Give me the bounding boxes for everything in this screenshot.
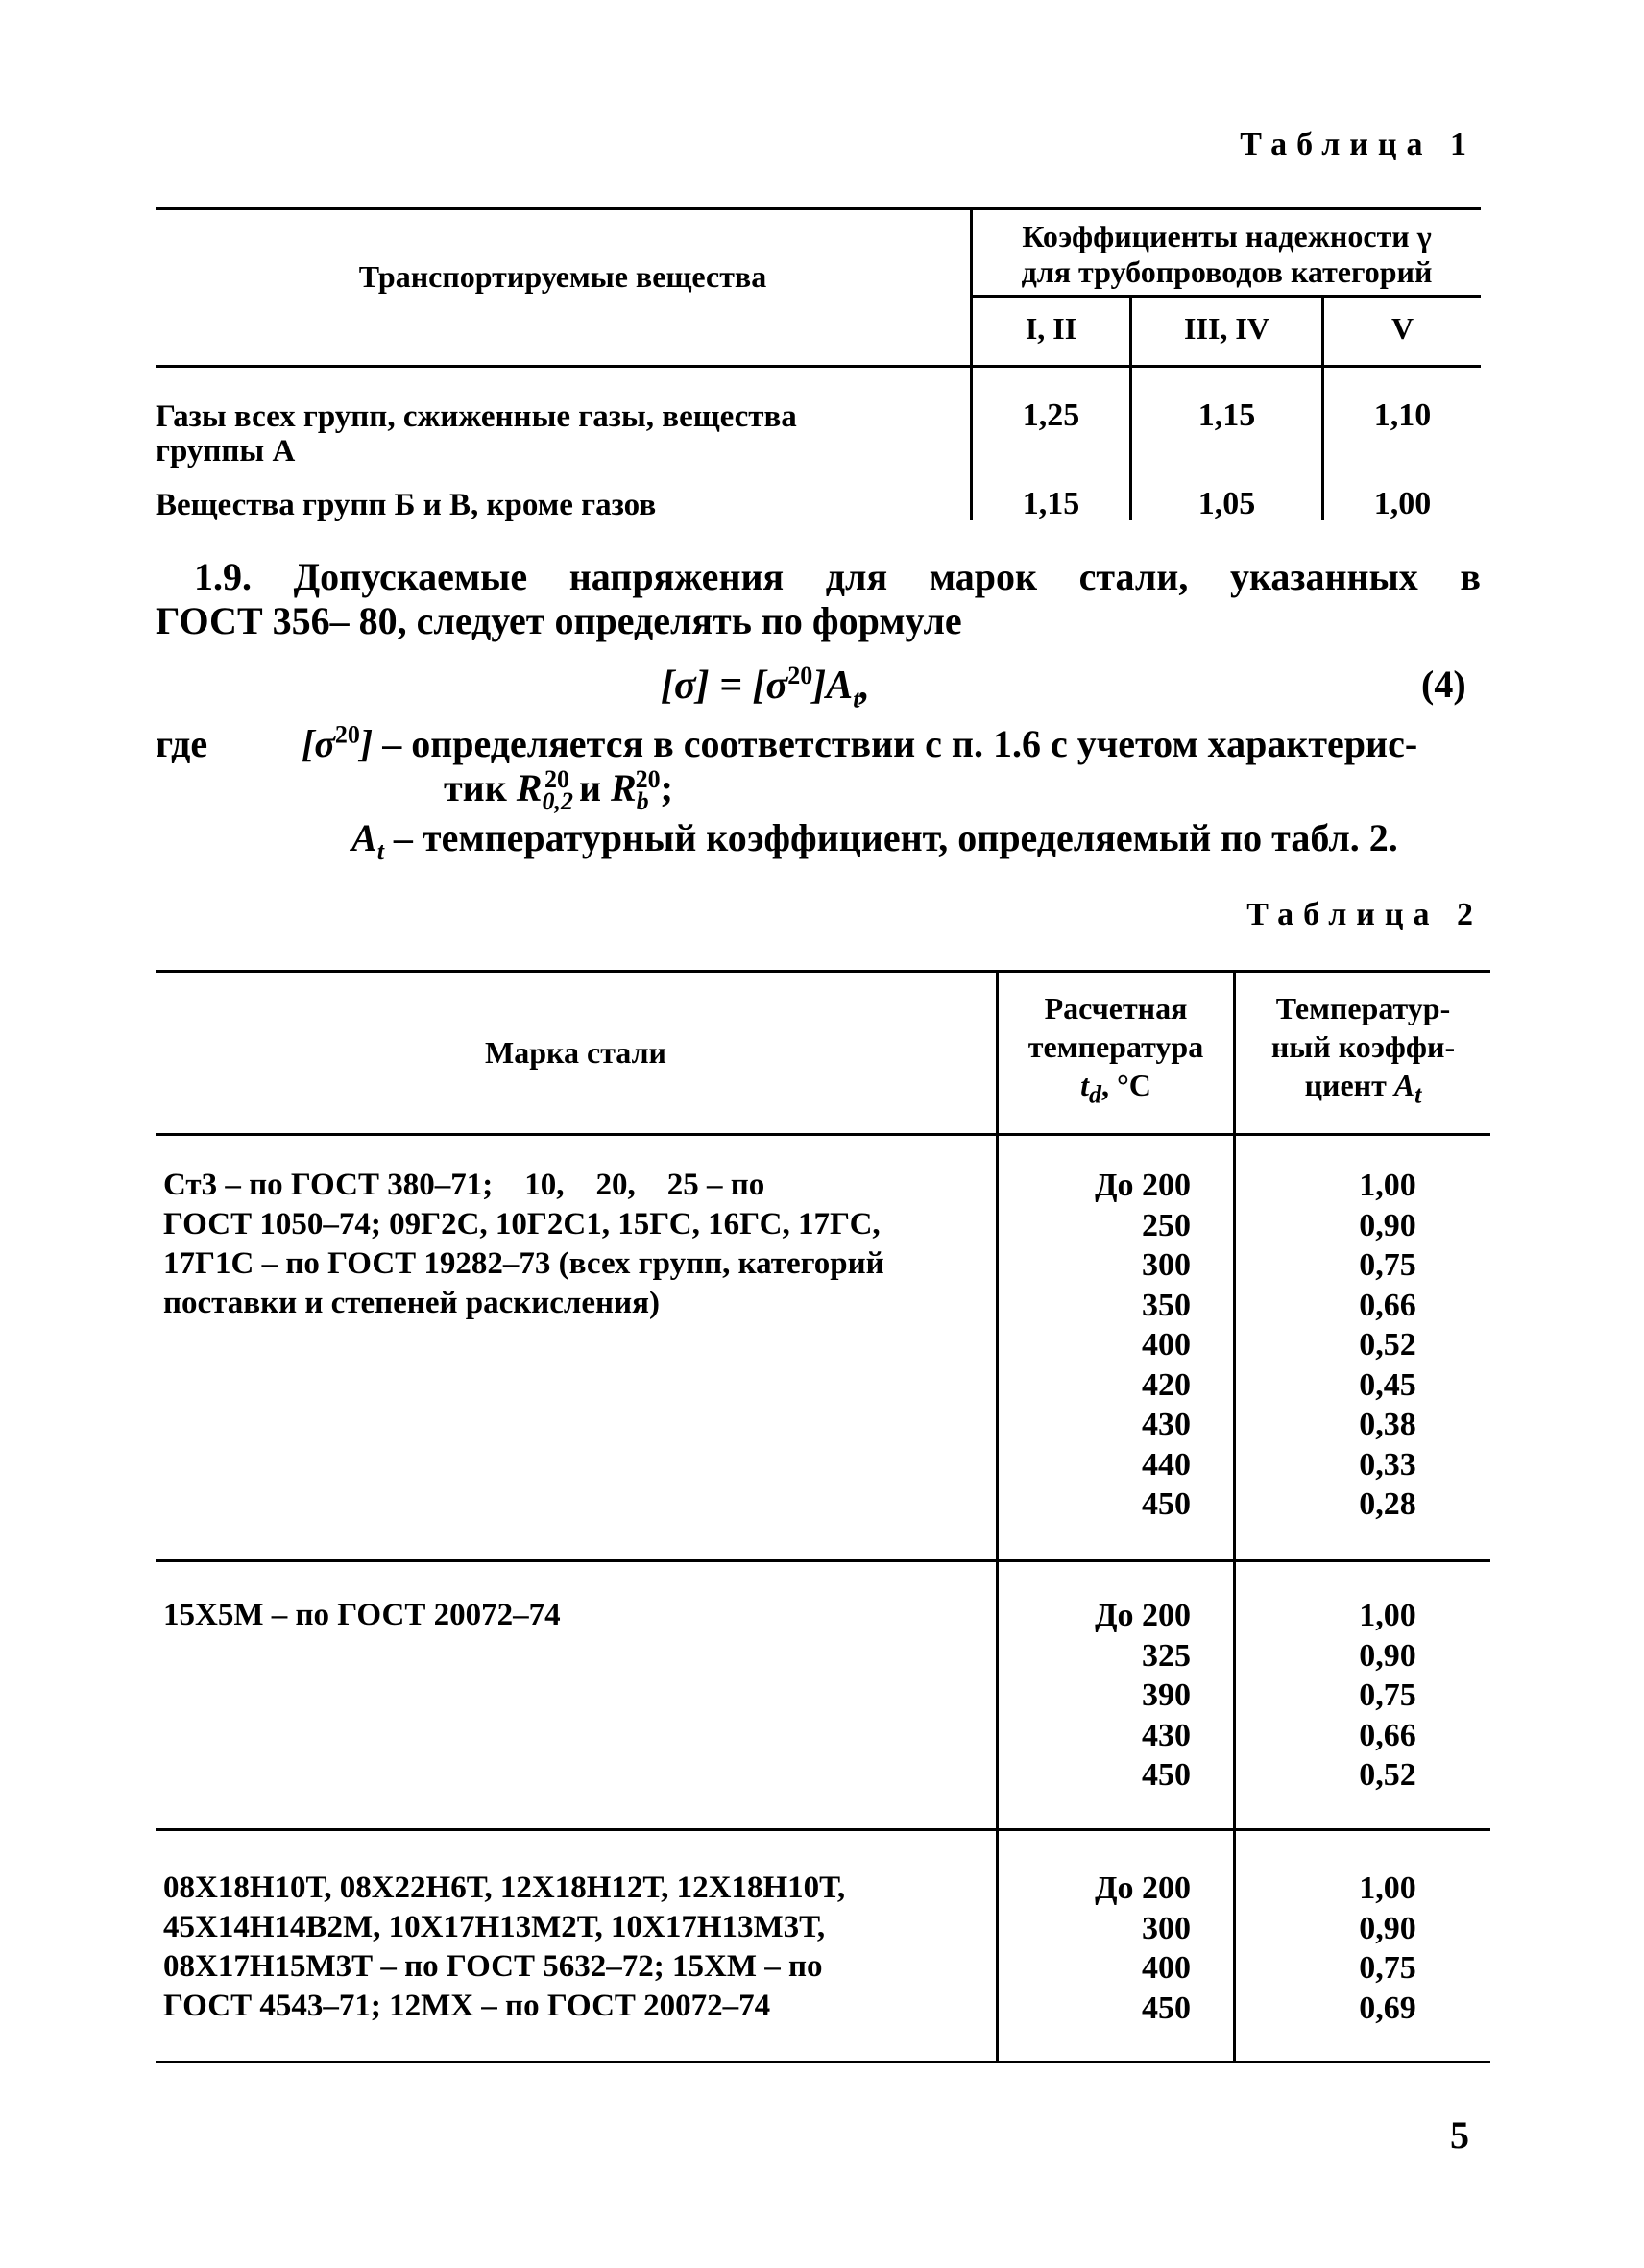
- table2-caption: Таблица 2: [1246, 897, 1483, 932]
- table2-header-temp: Расчетная температура $t_d$, °C: [1028, 991, 1204, 1109]
- table1-row1-label: Газы всех групп, сжиженные газы, вещества группы А: [156, 399, 797, 469]
- table2-group1-coefs: 1,00 0,90 0,75 0,66 0,52 0,45 0,38 0,33 0,28: [1359, 1168, 1416, 1522]
- table2-group2-rule: [156, 1828, 1490, 1831]
- table2-group3-temps: До 200 300 400 450: [1095, 1870, 1191, 2026]
- paragraph-number: 1.9.: [194, 555, 252, 598]
- table1-category-2: III, IV: [1184, 311, 1269, 346]
- table2-top-rule: [156, 970, 1490, 973]
- table1-row1-val1: 1,25: [1022, 398, 1080, 433]
- table2-group3-steel: 08Х18Н10Т, 08Х22Н6Т, 12Х18Н12Т, 12Х18Н10Т, 45Х14Н14В2М, 10Х17Н13М2Т, 10Х17Н13М3Т, 08Х17Н15М3Т – по ГОСТ 5632–72; 15ХМ – по ГОСТ 4543–71; 12МХ – по ГОСТ 20072–74: [163, 1870, 846, 2023]
- table2-header-steel: Марка стали: [485, 1035, 666, 1070]
- formula-number: (4): [1421, 663, 1466, 706]
- definition-2: $A_t$ – температурный коэффициент, определяемый по табл. 2.: [351, 816, 1398, 865]
- table2-group2-temps: До 200 325 390 430 450: [1095, 1598, 1191, 1793]
- at-symbol: $A_t$: [351, 816, 384, 865]
- table2-header-coef: Температур- ный коэффи- циент $A_t$: [1270, 991, 1456, 1109]
- table1-row2-val2: 1,05: [1197, 486, 1256, 521]
- definition-1: $[\sigma^{20}]$ – определяется в соответствии с п. 1.6 с учетом характерис-: [302, 720, 1418, 765]
- table1-header-coef-line2: для трубопроводов категорий: [1021, 254, 1433, 289]
- definition-1-line2: тик $R_{0,2}^{20}$ и $R_b^{20}$;: [444, 764, 673, 815]
- table1-row1-val3: 1,10: [1373, 398, 1432, 433]
- table1-header-rule: [156, 365, 1481, 368]
- table2-header-rule: [156, 1133, 1490, 1136]
- table2-group1-temps: До 200 250 300 350 400 420 430 440 450: [1095, 1168, 1191, 1522]
- table1-header-coef-line1: Коэффициенты надежности γ: [1022, 219, 1432, 253]
- paragraph-line1: 1.9. Допускаемые напряжения для марок стали, указанных в: [194, 555, 1482, 598]
- table2-bottom-rule: [156, 2061, 1490, 2063]
- table1-row1-val2: 1,15: [1197, 398, 1256, 433]
- formula: $[\sigma] = [\sigma^{20}]A_t$,: [661, 662, 870, 713]
- paragraph-line2: ГОСТ 356– 80, следует определять по формуле: [156, 599, 962, 642]
- table1-top-rule: [156, 207, 1481, 210]
- table1-caption: Таблица 1: [1240, 127, 1476, 162]
- table2-vline-1: [996, 970, 999, 2063]
- table1-header-substances: Транспортируемые вещества: [358, 259, 767, 294]
- table2-group1-steel: Ст3 – по ГОСТ 380–71; 10, 20, 25 – по ГОСТ 1050–74; 09Г2С, 10Г2С1, 15ГС, 16ГС, 17ГС, 17Г1С – по ГОСТ 19282–73 (всех групп, категорий поставки и степеней раскисления): [163, 1168, 884, 1320]
- table1-row2-val1: 1,15: [1022, 486, 1080, 521]
- sigma20-symbol: $[\sigma^{20}]$: [302, 720, 374, 765]
- page-number: 5: [1450, 2113, 1469, 2157]
- table1-row2-val3: 1,00: [1373, 486, 1432, 521]
- table2-group3-coefs: 1,00 0,90 0,75 0,69: [1359, 1870, 1416, 2026]
- table2-group2-coefs: 1,00 0,90 0,75 0,66 0,52: [1359, 1598, 1416, 1793]
- table2-group2-steel: 15Х5М – по ГОСТ 20072–74: [163, 1598, 561, 1632]
- table1-row2-label: Вещества групп Б и В, кроме газов: [156, 488, 657, 522]
- table1-category-1: I, II: [1025, 311, 1077, 346]
- table1-sub-rule: [973, 295, 1481, 298]
- where-label: где: [156, 722, 208, 765]
- table1-category-3: V: [1390, 311, 1414, 346]
- table2-group1-rule: [156, 1559, 1490, 1562]
- table2-vline-2: [1233, 970, 1236, 2063]
